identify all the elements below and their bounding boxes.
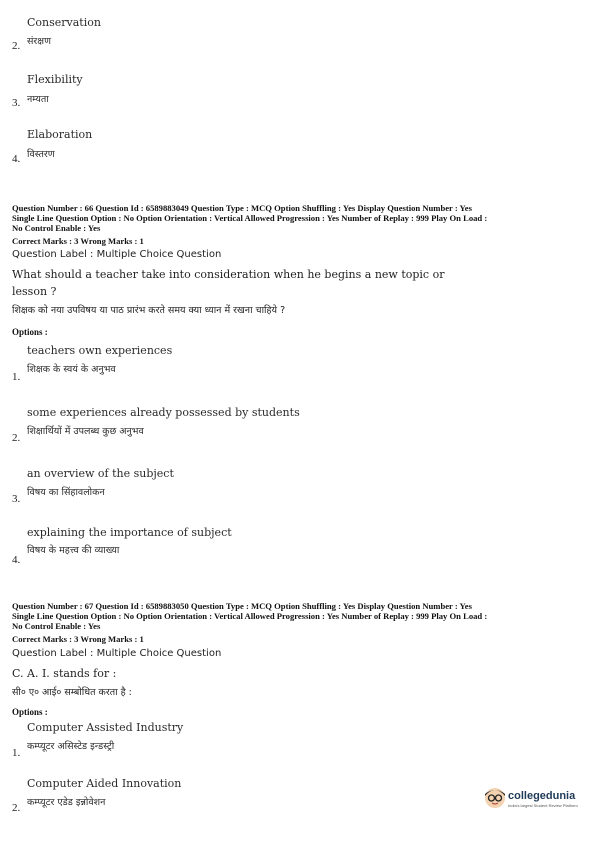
q66-meta-line-3: No Control Enable : Yes [12,223,101,233]
q66-option-2-en: some experiences already possessed by students [27,406,300,419]
q66-question-text-en-1: What should a teacher take into consideration when he begins a new topic or [12,268,445,281]
q67-question-text-en: C. A. I. stands for : [12,667,117,680]
prev-option-4-hi: विस्तरण [27,149,55,160]
q67-options-heading: Options : [12,707,48,717]
q67-marks: Correct Marks : 3 Wrong Marks : 1 [12,634,144,644]
q66-options-heading: Options : [12,327,48,337]
q67-option-1-hi: कम्प्यूटर असिस्टेड इन्डस्ट्री [27,741,115,752]
prev-option-4-en: Elaboration [27,128,93,141]
q66-option-1-en: teachers own experiences [27,344,173,357]
q66-meta-line-2: Single Line Question Option : No Option Orientation : Vertical Allowed Progression : Yes Number of Replay : 999 Play On Load : [12,213,488,223]
q66-option-3-number: 3. [12,493,21,505]
prev-option-3-hi: नम्यता [27,94,49,105]
q66-meta-line-1: Question Number : 66 Question Id : 6589883049 Question Type : MCQ Option Shuffling : Yes Display Question Number : Yes [12,203,472,213]
q67-meta-line-1: Question Number : 67 Question Id : 6589883050 Question Type : MCQ Option Shuffling : Yes Display Question Number : Yes [12,601,472,611]
prev-option-2-en: Conservation [27,16,101,29]
q66-option-1-hi: शिक्षक के स्वयं के अनुभव [27,364,116,375]
prev-option-2-hi: संरक्षण [27,36,51,47]
q67-option-2-en: Computer Aided Innovation [27,777,182,790]
q67-question-text-hi: सी० ए० आई० सम्बोधित करता है : [12,687,132,698]
mascot-icon [483,786,507,810]
logo-name: collegedunia [508,790,576,802]
q66-option-4-hi: विषय के महत्त्व की व्याख्या [27,545,120,556]
logo-tagline: India's largest Student Review Platform [508,803,578,808]
prev-option-3-number: 3. [12,97,21,109]
q67-option-1-number: 1. [12,747,21,759]
q66-question-text-en-2: lesson ? [12,285,57,298]
q66-option-1-number: 1. [12,371,21,383]
q67-option-2-number: 2. [12,802,21,814]
q66-question-text-hi: शिक्षक को नया उपविषय या पाठ प्रारंभ करते समय क्या ध्यान में रखना चाहिये ? [12,305,286,316]
q66-option-4-number: 4. [12,554,21,566]
q66-option-3-en: an overview of the subject [27,467,174,480]
q66-option-4-en: explaining the importance of subject [27,526,232,539]
q67-meta-line-2: Single Line Question Option : No Option Orientation : Vertical Allowed Progression : Yes Number of Replay : 999 Play On Load : [12,611,488,621]
collegedunia-logo [483,786,583,812]
prev-option-4-number: 4. [12,153,21,165]
q66-option-2-number: 2. [12,432,21,444]
q66-question-label: Question Label : Multiple Choice Question [12,249,222,260]
prev-option-2-number: 2. [12,40,21,52]
prev-option-3-en: Flexibility [27,73,83,86]
q66-marks: Correct Marks : 3 Wrong Marks : 1 [12,236,144,246]
q67-option-2-hi: कम्प्यूटर एडेड इन्नोवेशन [27,797,106,808]
q66-option-2-hi: शिक्षार्थियों में उपलब्ध कुछ अनुभव [27,426,144,437]
q67-meta-line-3: No Control Enable : Yes [12,621,101,631]
q67-option-1-en: Computer Assisted Industry [27,721,184,734]
q67-question-label: Question Label : Multiple Choice Question [12,648,222,659]
q66-option-3-hi: विषय का सिंहावलोकन [27,487,105,498]
